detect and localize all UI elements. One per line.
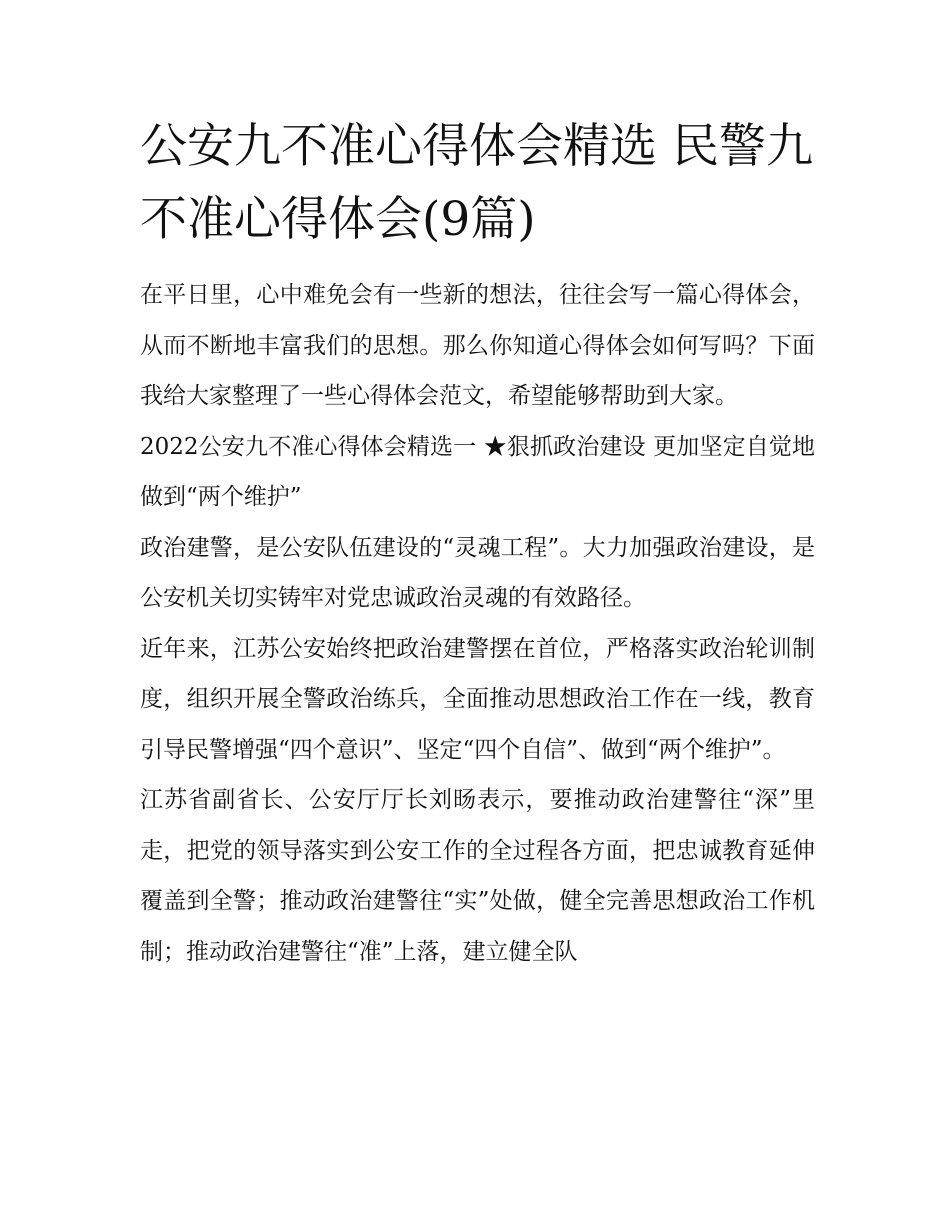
document-page <box>140 110 815 977</box>
section-heading: 2022公安九不准心得体会精选一 ★狠抓政治建设 更加坚定自觉地做到“两个维护” <box>140 433 815 510</box>
body-paragraph: 近年来，江苏公安始终把政治建警摆在首位，严格落实政治轮训制度，组织开展全警政治练兵，全面推动思想政治工作在一线，教育引导民警增强“四个意识”、坚定“四个自信”、做到“两个维护”。 <box>140 635 815 763</box>
document-title: 公安九不准心得体会精选 民警九不准心得体会(9篇) <box>140 119 813 247</box>
intro-paragraph: 在平日里，心中难免会有一些新的想法，往往会写一篇心得体会，从而不断地丰富我们的思想。那么你知道心得体会如何写吗？下面我给大家整理了一些心得体会范文，希望能够帮助到大家。 <box>140 282 815 409</box>
body-paragraph: 政治建警，是公安队伍建设的“灵魂工程”。大力加强政治建设，是公安机关切实铸牢对党忠诚政治灵魂的有效路径。 <box>140 534 815 611</box>
body-paragraph: 江苏省副省长、公安厅厅长刘旸表示，要推动政治建警往“深”里走，把党的领导落实到公安工作的全过程各方面，把忠诚教育延伸覆盖到全警；推动政治建警往“实”处做，健全完善思想政治工作机制；推动政治建警往“准”上落，建立健全队 <box>140 787 815 965</box>
